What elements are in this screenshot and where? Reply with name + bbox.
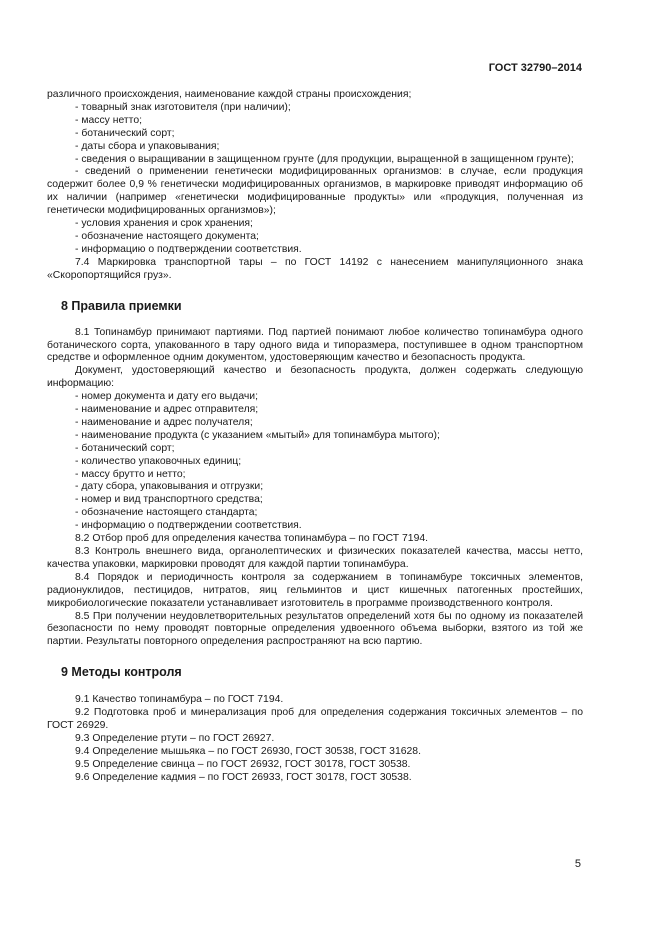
- list-item: - массу брутто и нетто;: [75, 468, 186, 480]
- list-item: - дату сбора, упаковывания и отгрузки;: [75, 481, 264, 493]
- page-body: [47, 89, 583, 785]
- list-item: - наименование и адрес отправителя;: [75, 404, 259, 416]
- section-8-heading: 8 Правила приемки: [61, 298, 182, 313]
- list-item: - обозначение настоящего стандарта;: [75, 507, 258, 519]
- clause-9-4: 9.4 Определение мышьяка – по ГОСТ 26930, ГОСТ 30538, ГОСТ 31628.: [75, 745, 421, 757]
- clause-8-1: 8.1 Топинамбур принимают партиями. Под партией понимают любое количество топинамбура одного ботанического сорта, упакованного в тару одного вида и типоразмера, поступившее в одном транспортном средстве и оформленное одним документом, удостоверяющим качество и безопасность продукта.: [47, 326, 583, 364]
- list-item: - информацию о подтверждении соответствия.: [75, 520, 302, 532]
- list-item: - номер документа и дату его выдачи;: [75, 391, 258, 403]
- list-item: - сведений о применении генетически модифицированных организмов: в случае, если продукция содержит более 0,9 % генетически модифицированных организмов, в маркировке приводят информацию об их наличии (например «генетически модифицированные продукты» или «продукция, полученная из генетически модифицированных организмов»);: [47, 166, 583, 217]
- list-item: - информацию о подтверждении соответствия.: [75, 243, 302, 255]
- list-item: - количество упаковочных единиц;: [75, 455, 242, 467]
- list-item: - массу нетто;: [75, 114, 142, 126]
- paragraph: Документ, удостоверяющий качество и безопасность продукта, должен содержать следующую информацию:: [47, 365, 583, 390]
- list-item: - товарный знак изготовителя (при наличии);: [75, 101, 291, 113]
- section-9-heading: 9 Методы контроля: [61, 665, 182, 680]
- clause-7-4: 7.4 Маркировка транспортной тары – по ГОСТ 14192 с нанесением манипуляционного знака «Скоропортящийся груз».: [47, 256, 583, 281]
- clause-8-2: 8.2 Отбор проб для определения качества топинамбура – по ГОСТ 7194.: [75, 533, 429, 545]
- clause-8-3: 8.3 Контроль внешнего вида, органолептических и физических показателей качества, массы нетто, качества упаковки, маркировки проводят для каждой партии топинамбура.: [47, 546, 583, 570]
- clause-8-4: 8.4 Порядок и периодичность контроля за содержанием в топинамбуре токсичных элементов, радионуклидов, пестицидов, нитратов, яиц гельминтов и цист кишечных патогенных простейших, микробиологические показатели устанавливает изготовитель в программе производственного контроля.: [47, 571, 583, 609]
- clause-9-1: 9.1 Качество топинамбура – по ГОСТ 7194.: [75, 694, 284, 706]
- clause-9-6: 9.6 Определение кадмия – по ГОСТ 26933, ГОСТ 30178, ГОСТ 30538.: [75, 771, 412, 783]
- clause-9-3: 9.3 Определение ртути – по ГОСТ 26927.: [75, 732, 275, 744]
- clause-8-5: 8.5 При получении неудовлетворительных результатов определений хотя бы по одному из показателей безопасности по нему проводят повторные определения удвоенного объема выборки, взятого из той же партии. Результаты повторного определения распространяют на всю партию.: [47, 610, 583, 648]
- list-item: - номер и вид транспортного средства;: [75, 494, 263, 506]
- clause-9-5: 9.5 Определение свинца – по ГОСТ 26932, ГОСТ 30178, ГОСТ 30538.: [75, 758, 411, 770]
- text-line: различного происхождения, наименование каждой страны происхождения;: [47, 89, 412, 100]
- list-item: - ботанический сорт;: [75, 127, 175, 139]
- list-item: - даты сбора и упаковывания;: [75, 140, 220, 152]
- list-item: - сведения о выращивании в защищенном грунте (для продукции, выращенной в защищенном грунте);: [75, 153, 574, 165]
- list-item: - обозначение настоящего документа;: [75, 230, 259, 242]
- document-header: ГОСТ 32790–2014: [488, 62, 582, 74]
- list-item: - наименование продукта (с указанием «мытый» для топинамбура мытого);: [75, 429, 440, 441]
- list-item: - условия хранения и срок хранения;: [75, 218, 253, 230]
- list-item: - наименование и адрес получателя;: [75, 416, 253, 428]
- list-item: - ботанический сорт;: [75, 442, 175, 454]
- clause-9-2: 9.2 Подготовка проб и минерализация проб для определения содержания токсичных элементов – по ГОСТ 26929.: [47, 707, 583, 732]
- page-number: 5: [574, 858, 581, 870]
